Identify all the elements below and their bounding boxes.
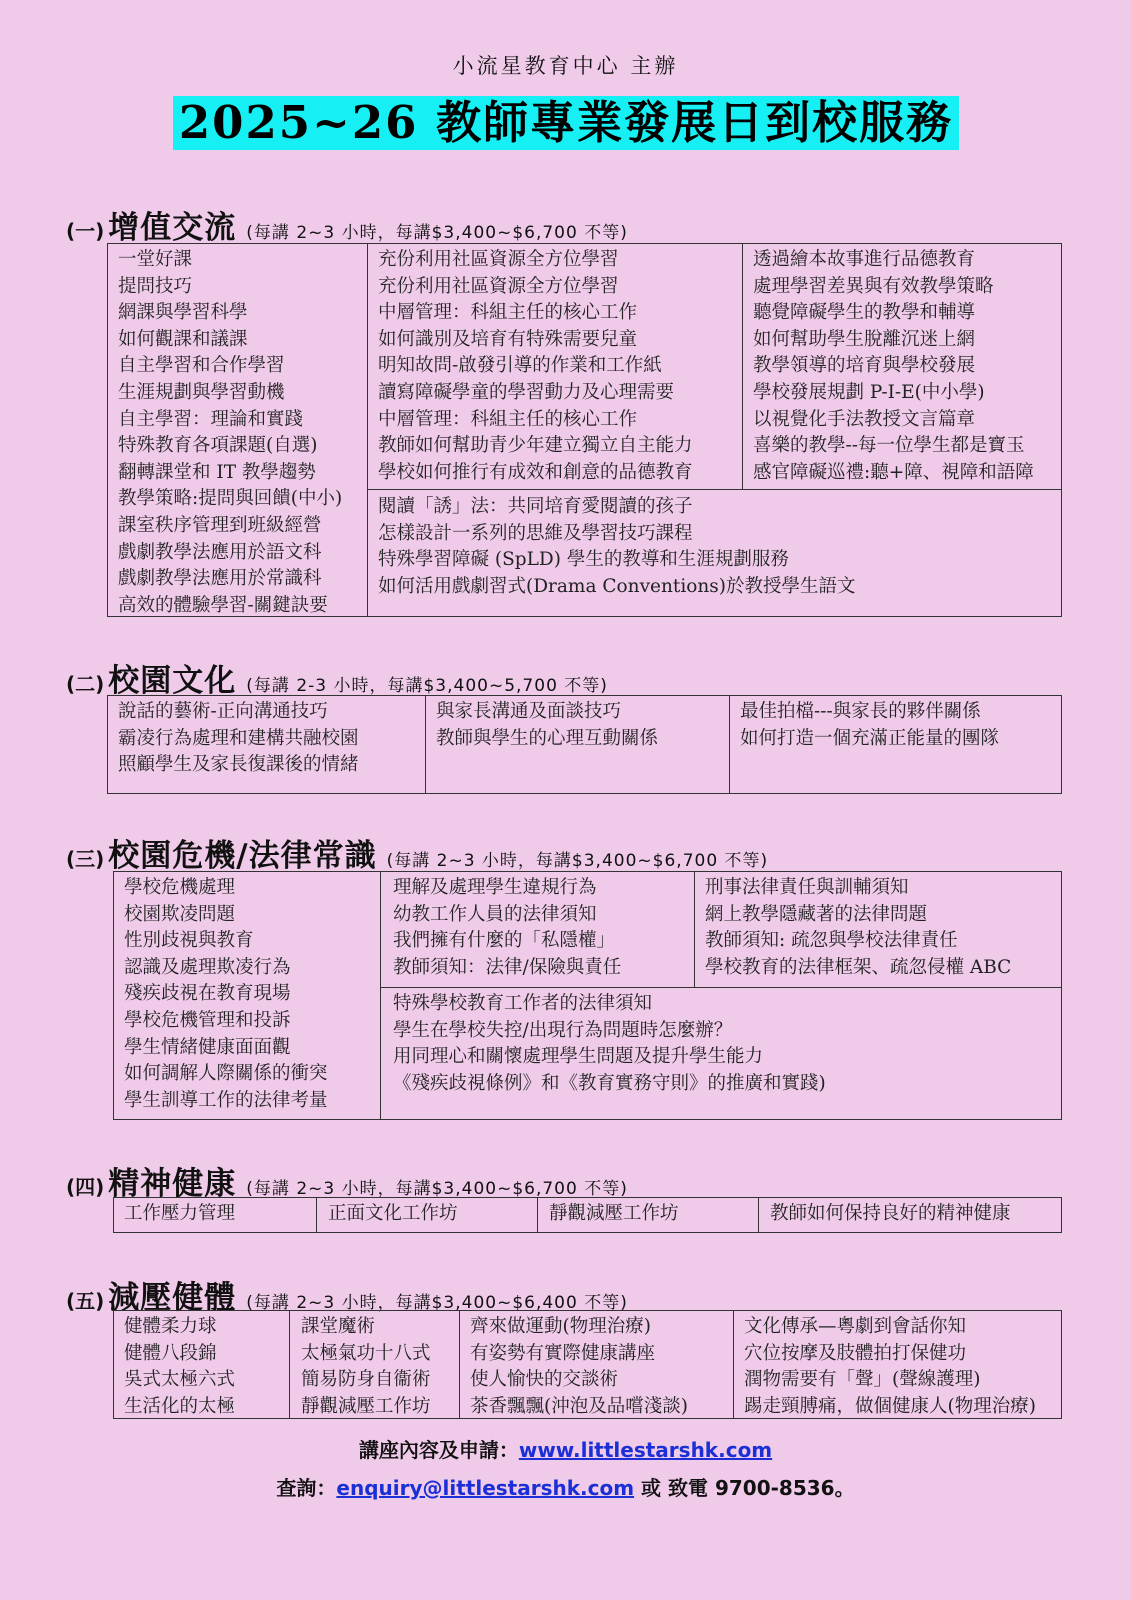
topic-item: 讀寫障礙學童的學習動力及心理需要: [378, 381, 675, 403]
section-3-col-2: [385, 873, 694, 983]
page-title: 2025~26 教師專業發展日到校服務: [173, 96, 959, 150]
topic-item: 自主學習和合作學習: [118, 355, 285, 377]
topic-item: 聽覺障礙學生的教學和輔導: [753, 302, 976, 324]
topic-item: 特殊學校教育工作者的法律須知: [393, 993, 653, 1014]
topic-item: 透過繪本故事進行品德教育: [753, 249, 976, 270]
topic-item: 茶香飄飄(沖泡及品嚐淺談): [470, 1395, 688, 1417]
topic-item: 校園欺凌問題: [124, 903, 236, 925]
section-1-col-1: [110, 245, 367, 621]
topic-item: 中層管理：科組主任的核心工作: [378, 408, 638, 430]
section-number: (三): [66, 847, 105, 871]
section-number: (二): [66, 672, 105, 696]
topic-item: 正面文化工作坊: [328, 1203, 458, 1224]
topic-item: 中層管理：科組主任的核心工作: [378, 302, 638, 324]
topic-item: 學生情緒健康面面觀: [124, 1036, 291, 1058]
section-5-col-2: [293, 1312, 459, 1422]
section-1-col-2: [370, 245, 742, 488]
topic-item: 提問技巧: [118, 275, 193, 297]
topic-item: 教師如何保持良好的精神健康: [770, 1203, 1011, 1224]
section-price-note: (每講 2~3 小時，每講$3,400~$6,700 不等): [386, 851, 769, 871]
topic-item: 吳式太極六式: [124, 1369, 236, 1391]
topic-item: 與家長溝通及面談技巧: [436, 701, 622, 722]
topic-item: 如何觀課和議課: [118, 328, 248, 350]
topic-item: 明知故問-啟發引導的作業和工作紙: [378, 355, 662, 377]
topic-item: 殘疾歧視在教育現場: [124, 983, 291, 1005]
footer-apply-label: 講座內容及申請：: [358, 1438, 519, 1462]
topic-item: 喜樂的教學--每一位學生都是寶玉: [753, 435, 1025, 457]
topic-item: 《殘疾歧視條例》和《教育實務守則》的推廣和實踐): [393, 1072, 826, 1094]
topic-item: 自主學習：理論和實踐: [118, 408, 304, 430]
topic-item: 感官障礙巡禮:聽+障、視障和語障: [753, 461, 1034, 483]
topic-item: 高效的體驗學習-關鍵訣要: [118, 594, 328, 616]
section-2-col-3: [732, 697, 1060, 754]
topic-item: 閱讀「誘」法：共同培育愛閱讀的孩子: [378, 496, 693, 517]
topic-item: 有姿勢有實際健康講座: [470, 1342, 656, 1364]
section-3-heading: [66, 830, 768, 875]
topic-item: 翻轉課堂和 IT 教學趨勢: [118, 461, 316, 483]
topic-item: 健體柔力球: [124, 1316, 217, 1337]
section-2-col-1: [110, 697, 425, 781]
footer-enquiry-line: [0, 1472, 1131, 1501]
section-price-note: (每講 2~3 小時，每講$3,400~$6,700 不等): [246, 1179, 628, 1199]
topic-item: 靜觀減壓工作坊: [549, 1203, 679, 1224]
topic-item: 簡易防身自衞術: [301, 1369, 431, 1391]
section-title: 增值交流: [108, 210, 237, 246]
topic-item: 怎樣設計一系列的思維及學習技巧課程: [378, 522, 693, 544]
website-link[interactable]: www.littlestarshk.com: [518, 1438, 773, 1462]
topic-item: 健體八段錦: [124, 1342, 217, 1364]
section-1-heading: [66, 202, 628, 247]
topic-item: 認識及處理欺凌行為: [124, 956, 291, 978]
topic-item: 最佳拍檔---與家長的夥伴關係: [740, 701, 981, 722]
section-price-note: (每講 2-3 小時，每講$3,400~5,700 不等): [246, 676, 608, 696]
section-5-col-3: [462, 1312, 733, 1422]
topic-item: 文化傳承—粵劇到會話你知: [744, 1316, 967, 1337]
organizer-line: 小流星教育中心 主辦: [452, 54, 679, 78]
topic-item: 教學策略:提問與回饋(中小): [118, 488, 343, 510]
section-2-heading: [66, 655, 608, 700]
section-5-col-4: [736, 1312, 1060, 1422]
section-5-col-1: [116, 1312, 289, 1422]
topic-item: 戲劇教學法應用於語文科: [118, 541, 322, 563]
section-price-note: (每講 2~3 小時，每講$3,400~$6,700 不等): [246, 223, 628, 243]
topic-item: 工作壓力管理: [124, 1203, 236, 1224]
topic-item: 教師與學生的心理互動關係: [436, 727, 659, 749]
section-title: 校園危機/法律常識: [108, 838, 377, 874]
topic-item: 性別歧視與教育: [124, 930, 254, 952]
topic-item: 生活化的太極: [124, 1395, 236, 1417]
section-1-col-3: [745, 245, 1062, 488]
topic-item: 理解及處理學生違規行為: [393, 877, 597, 898]
section-3-col-3: [697, 873, 1060, 983]
topic-item: 課室秩序管理到班級經營: [118, 514, 322, 536]
section-number: (四): [66, 1175, 105, 1199]
footer-enquiry-label: 查詢：: [276, 1476, 337, 1500]
topic-item: 課堂魔術: [301, 1316, 376, 1337]
section-1-wide-cell: [370, 492, 1060, 602]
topic-item: 以視覺化手法教授文言篇章: [753, 408, 976, 430]
section-title: 精神健康: [108, 1166, 237, 1202]
topic-item: 生涯規劃與學習動機: [118, 381, 285, 403]
topic-item: 網上教學隱藏著的法律問題: [705, 903, 928, 925]
section-2-col-2: [428, 697, 729, 754]
topic-item: 戲劇教學法應用於常識科: [118, 568, 322, 590]
topic-item: 如何調解人際關係的衝突: [124, 1063, 328, 1085]
topic-item: 學校危機處理: [124, 877, 236, 898]
topic-item: 學校如何推行有成效和創意的品德教育: [378, 461, 693, 483]
topic-item: 教師如何幫助青少年建立獨立自主能力: [378, 435, 693, 457]
topic-item: 如何打造一個充滿正能量的團隊: [740, 727, 1000, 749]
section-3-col-1: [116, 873, 380, 1116]
topic-item: 使人愉快的交談術: [470, 1369, 619, 1391]
topic-item: 我們擁有什麼的「私隱權」: [393, 930, 616, 952]
topic-item: 照顧學生及家長復課後的情緒: [118, 754, 359, 776]
email-link[interactable]: enquiry@littlestarshk.com: [336, 1476, 635, 1500]
topic-item: 學校發展規劃 P-I-E(中小學): [753, 381, 985, 403]
topic-item: 一堂好課: [118, 249, 193, 270]
topic-item: 學生在學校失控/出現行為問題時怎麼辦？: [393, 1019, 733, 1041]
topic-item: 如何活用戲劇習式(Drama Conventions)於教授學生語文: [378, 575, 856, 597]
topic-item: 教師須知：法律/保險與責任: [393, 956, 622, 978]
topic-item: 學校危機管理和投訴: [124, 1009, 291, 1031]
footer-phone-text: 或 致電 9700-8536。: [634, 1476, 855, 1500]
topic-item: 刑事法律責任與訓輔須知: [705, 877, 909, 898]
topic-item: 特殊教育各項課題(自選): [118, 435, 318, 457]
topic-item: 充份利用社區資源全方位學習: [378, 275, 619, 297]
topic-item: 如何識別及培育有特殊需要兒童: [378, 328, 638, 350]
topic-item: 特殊學習障礙 (SpLD) 學生的教導和生涯規劃服務: [378, 549, 789, 571]
topic-item: 如何幫助學生脫離沉迷上網: [753, 328, 976, 350]
topic-item: 學生訓導工作的法律考量: [124, 1089, 328, 1111]
section-price-note: (每講 2~3 小時，每講$3,400~$6,400 不等): [246, 1293, 628, 1313]
topic-item: 用同理心和關懷處理學生問題及提升學生能力: [393, 1046, 764, 1068]
section-number: (一): [66, 219, 105, 243]
topic-item: 太極氣功十八式: [301, 1342, 431, 1364]
topic-item: 齊來做運動(物理治療): [470, 1316, 651, 1337]
section-title: 減壓健體: [108, 1280, 237, 1316]
topic-item: 說話的藝術-正向溝通技巧: [118, 701, 328, 722]
topic-item: 充份利用社區資源全方位學習: [378, 249, 619, 270]
topic-item: 穴位按摩及肢體拍打保健功: [744, 1342, 967, 1364]
topic-item: 霸凌行為處理和建構共融校園: [118, 727, 359, 749]
topic-item: 處理學習差異與有效教學策略: [753, 275, 994, 297]
topic-item: 學校教育的法律框架、疏忽侵權 ABC: [705, 956, 1012, 978]
section-3-wide-cell: [385, 989, 1060, 1099]
topic-item: 踢走頸膊痛，做個健康人(物理治療): [744, 1395, 1036, 1417]
topic-item: 幼教工作人員的法律須知: [393, 903, 597, 925]
topic-item: 潤物需要有「聲」(聲線護理): [744, 1369, 981, 1391]
footer-apply-line: [0, 1434, 1131, 1463]
topic-item: 教學領導的培育與學校發展: [753, 355, 976, 377]
section-number: (五): [66, 1289, 105, 1313]
topic-item: 靜觀減壓工作坊: [301, 1395, 431, 1417]
topic-item: 教師須知: 疏忽與學校法律責任: [705, 930, 958, 952]
topic-item: 網課與學習科學: [118, 302, 248, 324]
section-title: 校園文化: [108, 663, 237, 699]
